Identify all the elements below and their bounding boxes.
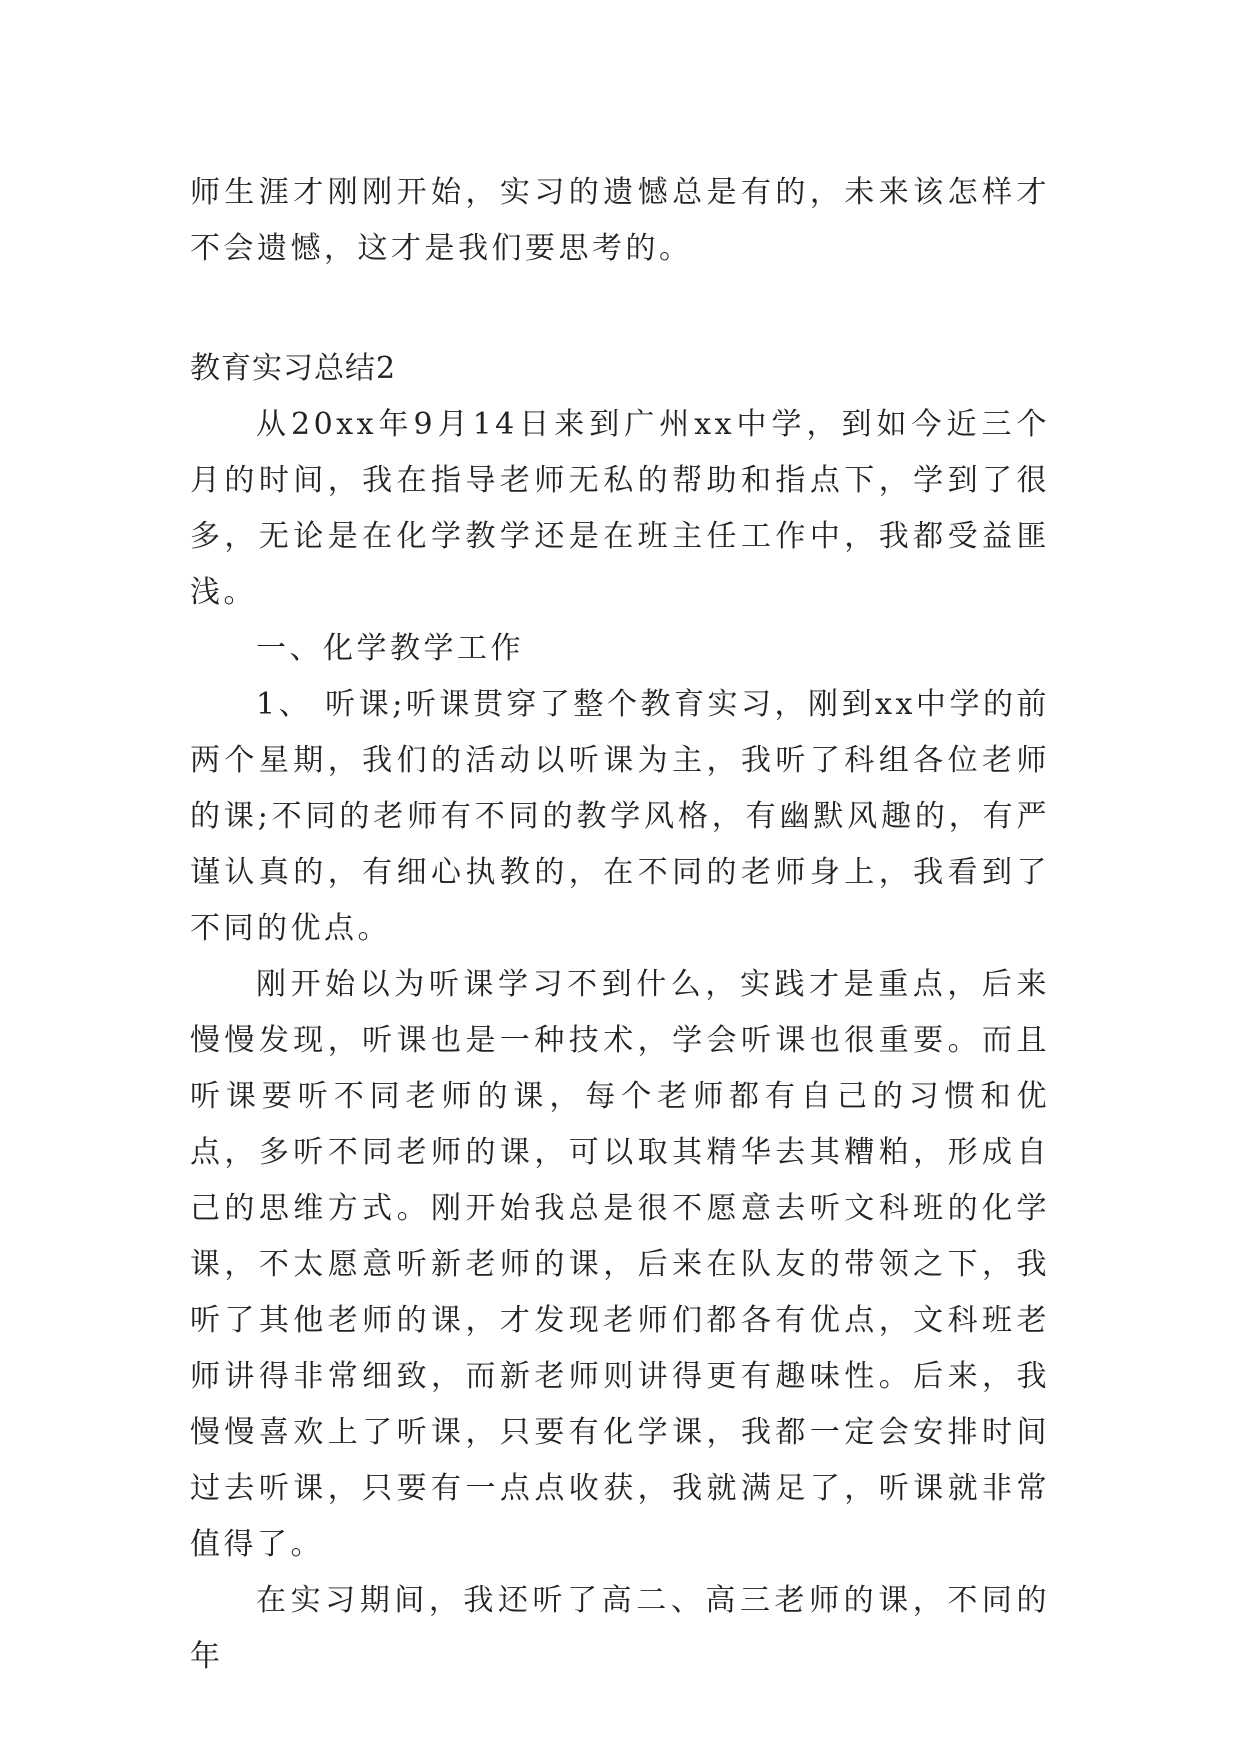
document-body: [190, 165, 1050, 1685]
paragraph-learning: 刚开始以为听课学习不到什么，实践才是重点，后来慢慢发现，听课也是一种技术，学会听课也很重要。而且听课要听不同老师的课，每个老师都有自己的习惯和优点，多听不同老师的课，可以取其精华去其糟粕，形成自己的思维方式。刚开始我总是很不愿意去听文科班的化学课，不太愿意听新老师的课，后来在队友的带领之下，我听了其他老师的课，才发现老师们都各有优点，文科班老师讲得非常细致，而新老师则讲得更有趣味性。后来，我慢慢喜欢上了听课，只要有化学课，我都一定会安排时间过去听课，只要有一点点收获，我就满足了，听课就非常值得了。: [190, 967, 1050, 1562]
subsection-title: 一、化学教学工作: [256, 631, 524, 666]
section-title: 教育实习总结2: [190, 351, 397, 386]
paragraph-opening: 从20xx年9月14日来到广州xx中学，到如今近三个月的时间，我在指导老师无私的帮助和指点下，学到了很多，无论是在化学教学还是在班主任工作中，我都受益匪浅。: [190, 407, 1050, 610]
paragraph-listening: 1、 听课;听课贯穿了整个教育实习，刚到xx中学的前两个星期，我们的活动以听课为主，我听了科组各位老师的课;不同的老师有不同的教学风格，有幽默风趣的，有严谨认真的，有细心执教的，在不同的老师身上，我看到了不同的优点。: [190, 687, 1050, 946]
paragraph-continued: 在实习期间，我还听了高二、高三老师的课，不同的年: [190, 1583, 1050, 1674]
intro-paragraph: 师生涯才刚刚开始，实习的遗憾总是有的，未来该怎样才不会遗憾，这才是我们要思考的。: [190, 175, 1050, 266]
